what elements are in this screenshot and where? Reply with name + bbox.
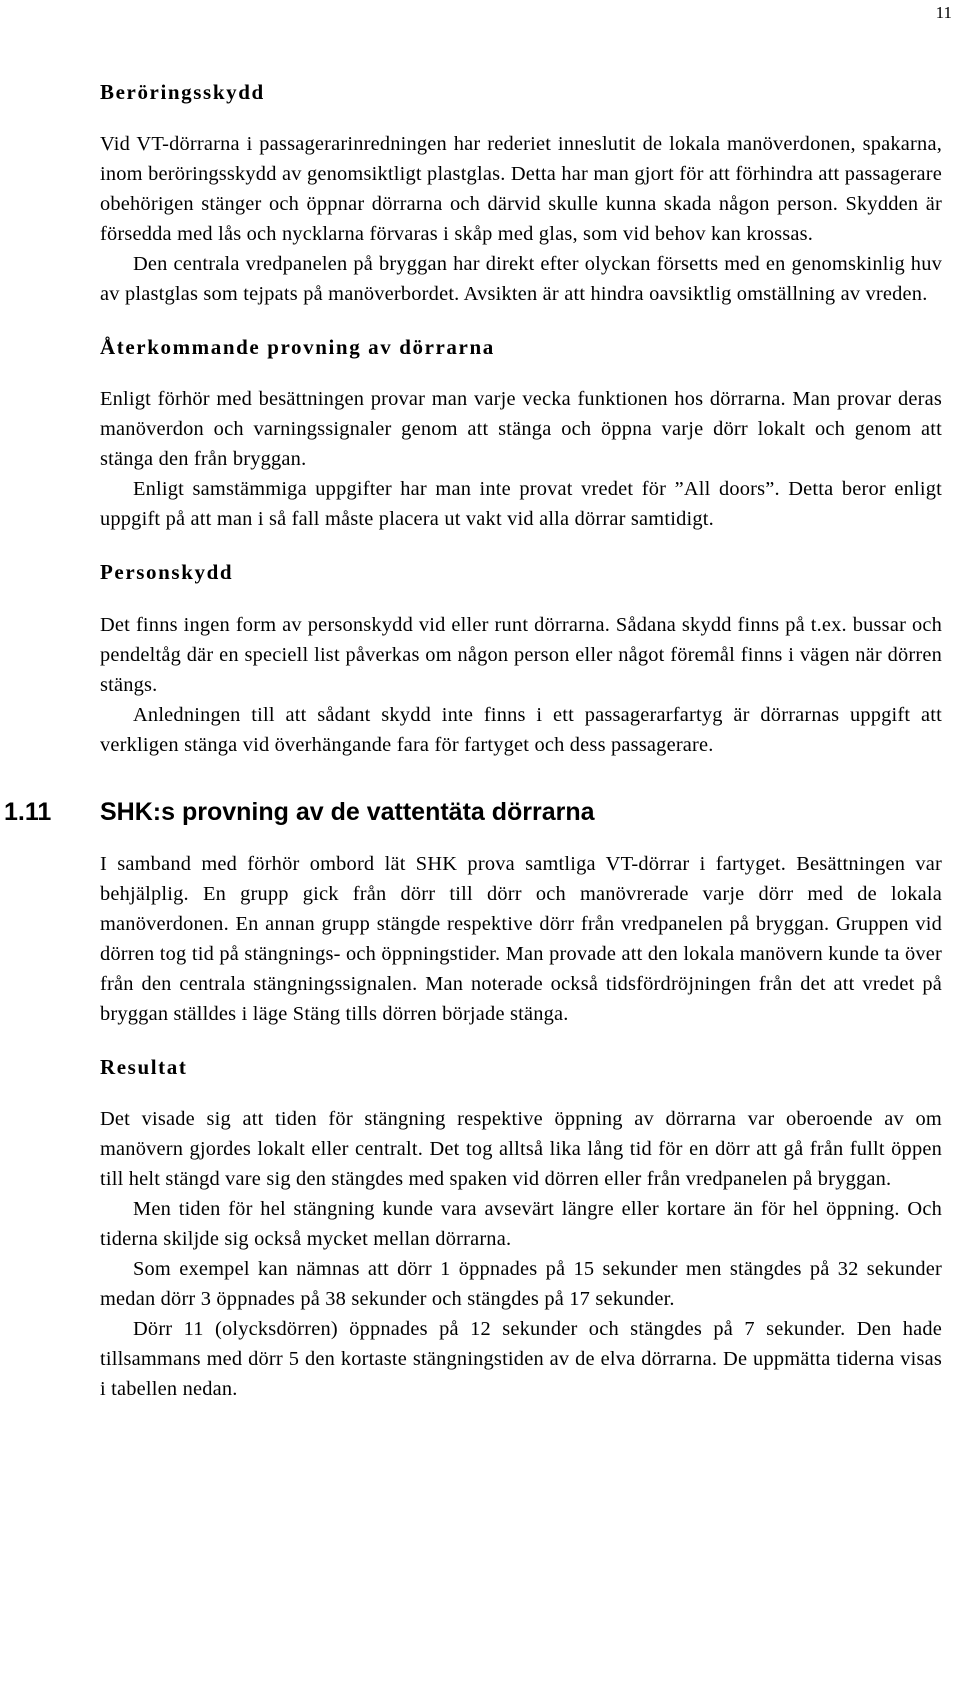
- page-number: 11: [935, 3, 952, 22]
- spacer: [100, 1029, 942, 1055]
- spacer: [100, 534, 942, 560]
- chapter-heading: [0, 798, 942, 827]
- section-beroringsskydd: [100, 80, 942, 309]
- spacer: [100, 760, 942, 798]
- paragraph: Anledningen till att sådant skydd inte finns i ett passagerarfartyg är dörrarnas uppgift att verkligen stänga vid överhängande fara för fartyget och dess passagerare.: [100, 703, 942, 756]
- chapter-number: 1.11: [4, 797, 52, 826]
- paragraph: Den centrala vredpanelen på bryggan har direkt efter olyckan försetts med en genomskinlig huv av plastglas som tejpats på manöverbordet. Avsikten är att hindra oavsiktlig omställning av vreden.: [100, 253, 942, 306]
- chapter-1-11: [4, 797, 942, 1029]
- section-resultat: [100, 1055, 942, 1404]
- paragraph: Det finns ingen form av personskydd vid eller runt dörrarna. Sådana skydd finns på t.ex. bussar och pendeltåg där en speciell list påverkas om någon person eller något föremål finns i vägen när dörren stängs.: [100, 613, 942, 696]
- section-heading: Återkommande provning av dörrarna: [100, 335, 495, 360]
- paragraph: Enligt samstämmiga uppgifter har man inte provat vredet för ”All doors”. Detta beror enligt uppgift på att man i så fall måste placera ut vakt vid alla dörrar samtidigt.: [100, 478, 942, 531]
- paragraph: Men tiden för hel stängning kunde vara avsevärt längre eller kortare än för hel öppning. Och tiderna skiljde sig också mycket mellan dörrarna.: [100, 1197, 942, 1250]
- chapter-title: SHK:s provning av de vattentäta dörrarna: [100, 797, 595, 826]
- section-heading: Beröringsskydd: [100, 80, 265, 104]
- page-content: [4, 80, 942, 1404]
- paragraph: Dörr 11 (olycksdörren) öppnades på 12 sekunder och stängdes på 7 sekunder. Den hade tillsammans med dörr 5 den kortaste stängningstiden av de elva dörrarna. De uppmätta tiderna visas i tabellen nedan.: [100, 1317, 942, 1400]
- paragraph: Det visade sig att tiden för stängning respektive öppning av dörrarna var oberoende av om manövern gjordes lokalt eller centralt. Det tog alltså lika lång tid för en dörr att gå från fullt öppen till helt stängd vare sig den stängdes med spaken vid dörren eller från vredpanelen på bryggan.: [100, 1107, 942, 1190]
- paragraph: I samband med förhör ombord lät SHK prova samtliga VT-dörrar i fartyget. Besättningen var behjälplig. En grupp gick från dörr till dörr och manövrerade varje dörr med de lokala manöverdonen. En annan grupp stängde respektive dörr från vredpanelen på bryggan. Gruppen vid dörren tog tid på stängnings- och öppningstider. Man provade att den lokala manövern kunde ta över från den centrala stängningssignalen. Man noterade också tidsfördröjningen från det att vredet på bryggan ställdes i läge Stäng tills dörren började stänga.: [100, 852, 942, 1025]
- paragraph: Som exempel kan nämnas att dörr 1 öppnades på 15 sekunder men stängdes på 32 sekunder medan dörr 3 öppnades på 38 sekunder och stängdes på 17 sekunder.: [100, 1257, 942, 1310]
- paragraph: Enligt förhör med besättningen provar man varje vecka funktionen hos dörrarna. Man provar deras manöverdon och varningssignaler genom att stänga och öppna varje dörr lokalt och genom att stänga den från bryggan.: [100, 388, 942, 471]
- spacer: [100, 309, 942, 335]
- section-personskydd: [100, 560, 942, 759]
- section-aterkommande-provning: [100, 335, 942, 534]
- paragraph: Vid VT-dörrarna i passagerarinredningen har rederiet inneslutit de lokala manöverdonen, spakarna, inom beröringsskydd av genomsiktligt plastglas. Detta har man gjort för att förhindra att passagerare obehörigen stänger och öppnar dörrarna och därvid skulle kunna skada någon person. Skydden är försedda med lås och nycklarna förvaras i skåp med glas, som vid behov kan krossas.: [100, 133, 942, 246]
- section-heading: Resultat: [100, 1054, 188, 1079]
- section-heading: Personskydd: [100, 560, 234, 585]
